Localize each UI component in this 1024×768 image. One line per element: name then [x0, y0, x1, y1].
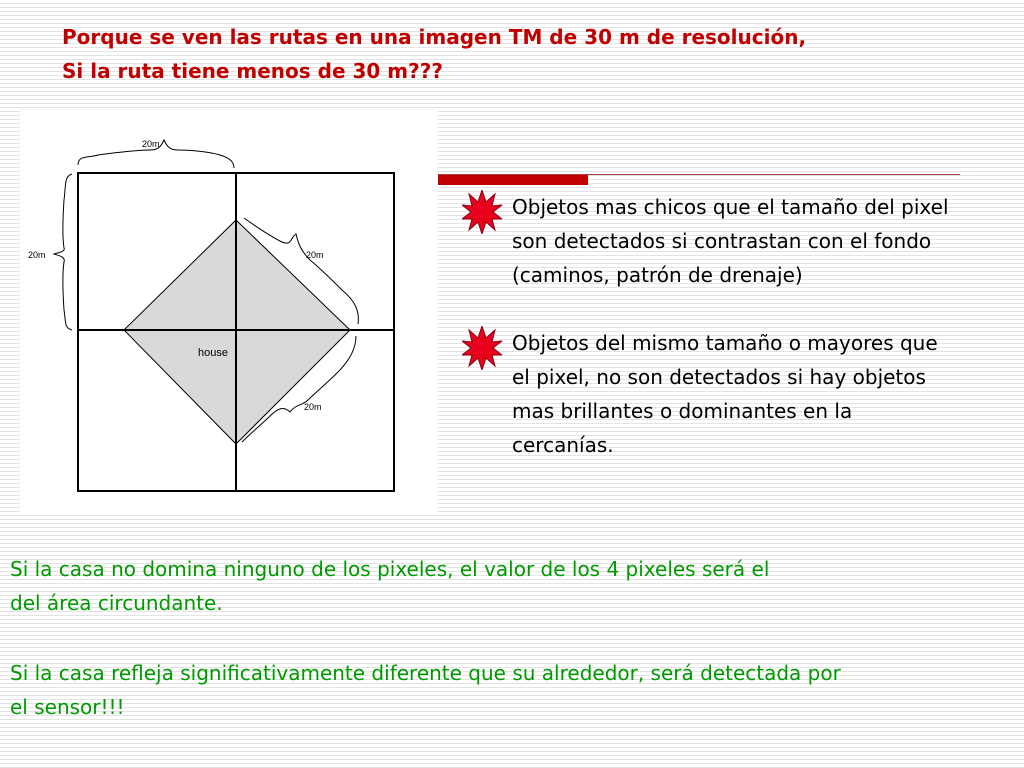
note-line: Si la casa no domina ninguno de los pixeles, el valor de los 4 pixeles será el	[10, 557, 770, 581]
note-paragraph-1	[10, 552, 960, 620]
bullet-text: Objetos mas chicos que el tamaño del pixel son detectados si contrastan con el fondo (caminos, patrón de drenaje)	[512, 195, 949, 287]
left-brace-label: 20m	[28, 250, 46, 260]
top-brace-label: 20m	[142, 139, 160, 149]
bullet-list	[462, 190, 982, 462]
upper-right-brace-label: 20m	[306, 250, 324, 260]
slide-title	[62, 20, 962, 88]
lower-right-brace-label: 20m	[304, 402, 322, 412]
slide-title-line-1: Porque se ven las rutas en una imagen TM de 30 m de resolución,	[62, 25, 807, 49]
red-starburst-icon	[462, 190, 502, 234]
pixel-grid-figure	[20, 110, 438, 514]
note-paragraph-2	[10, 656, 960, 724]
note-line: el sensor!!!	[10, 695, 125, 719]
red-starburst-icon	[462, 326, 502, 370]
pixel-grid-diagram	[20, 110, 438, 514]
title-rule-accent	[438, 175, 588, 185]
bullet-item	[462, 190, 982, 292]
left-brace	[54, 174, 72, 330]
note-line: del área circundante.	[10, 591, 223, 615]
slide-title-line-2: Si la ruta tiene menos de 30 m???	[62, 59, 443, 83]
house-label: house	[198, 347, 228, 359]
bullet-text: Objetos del mismo tamaño o mayores que el pixel, no son detectados si hay objetos mas brillantes o dominantes en la cercanías.	[512, 331, 938, 457]
bullet-item	[462, 326, 982, 462]
note-line: Si la casa refleja significativamente diferente que su alrededor, será detectada por	[10, 661, 841, 685]
